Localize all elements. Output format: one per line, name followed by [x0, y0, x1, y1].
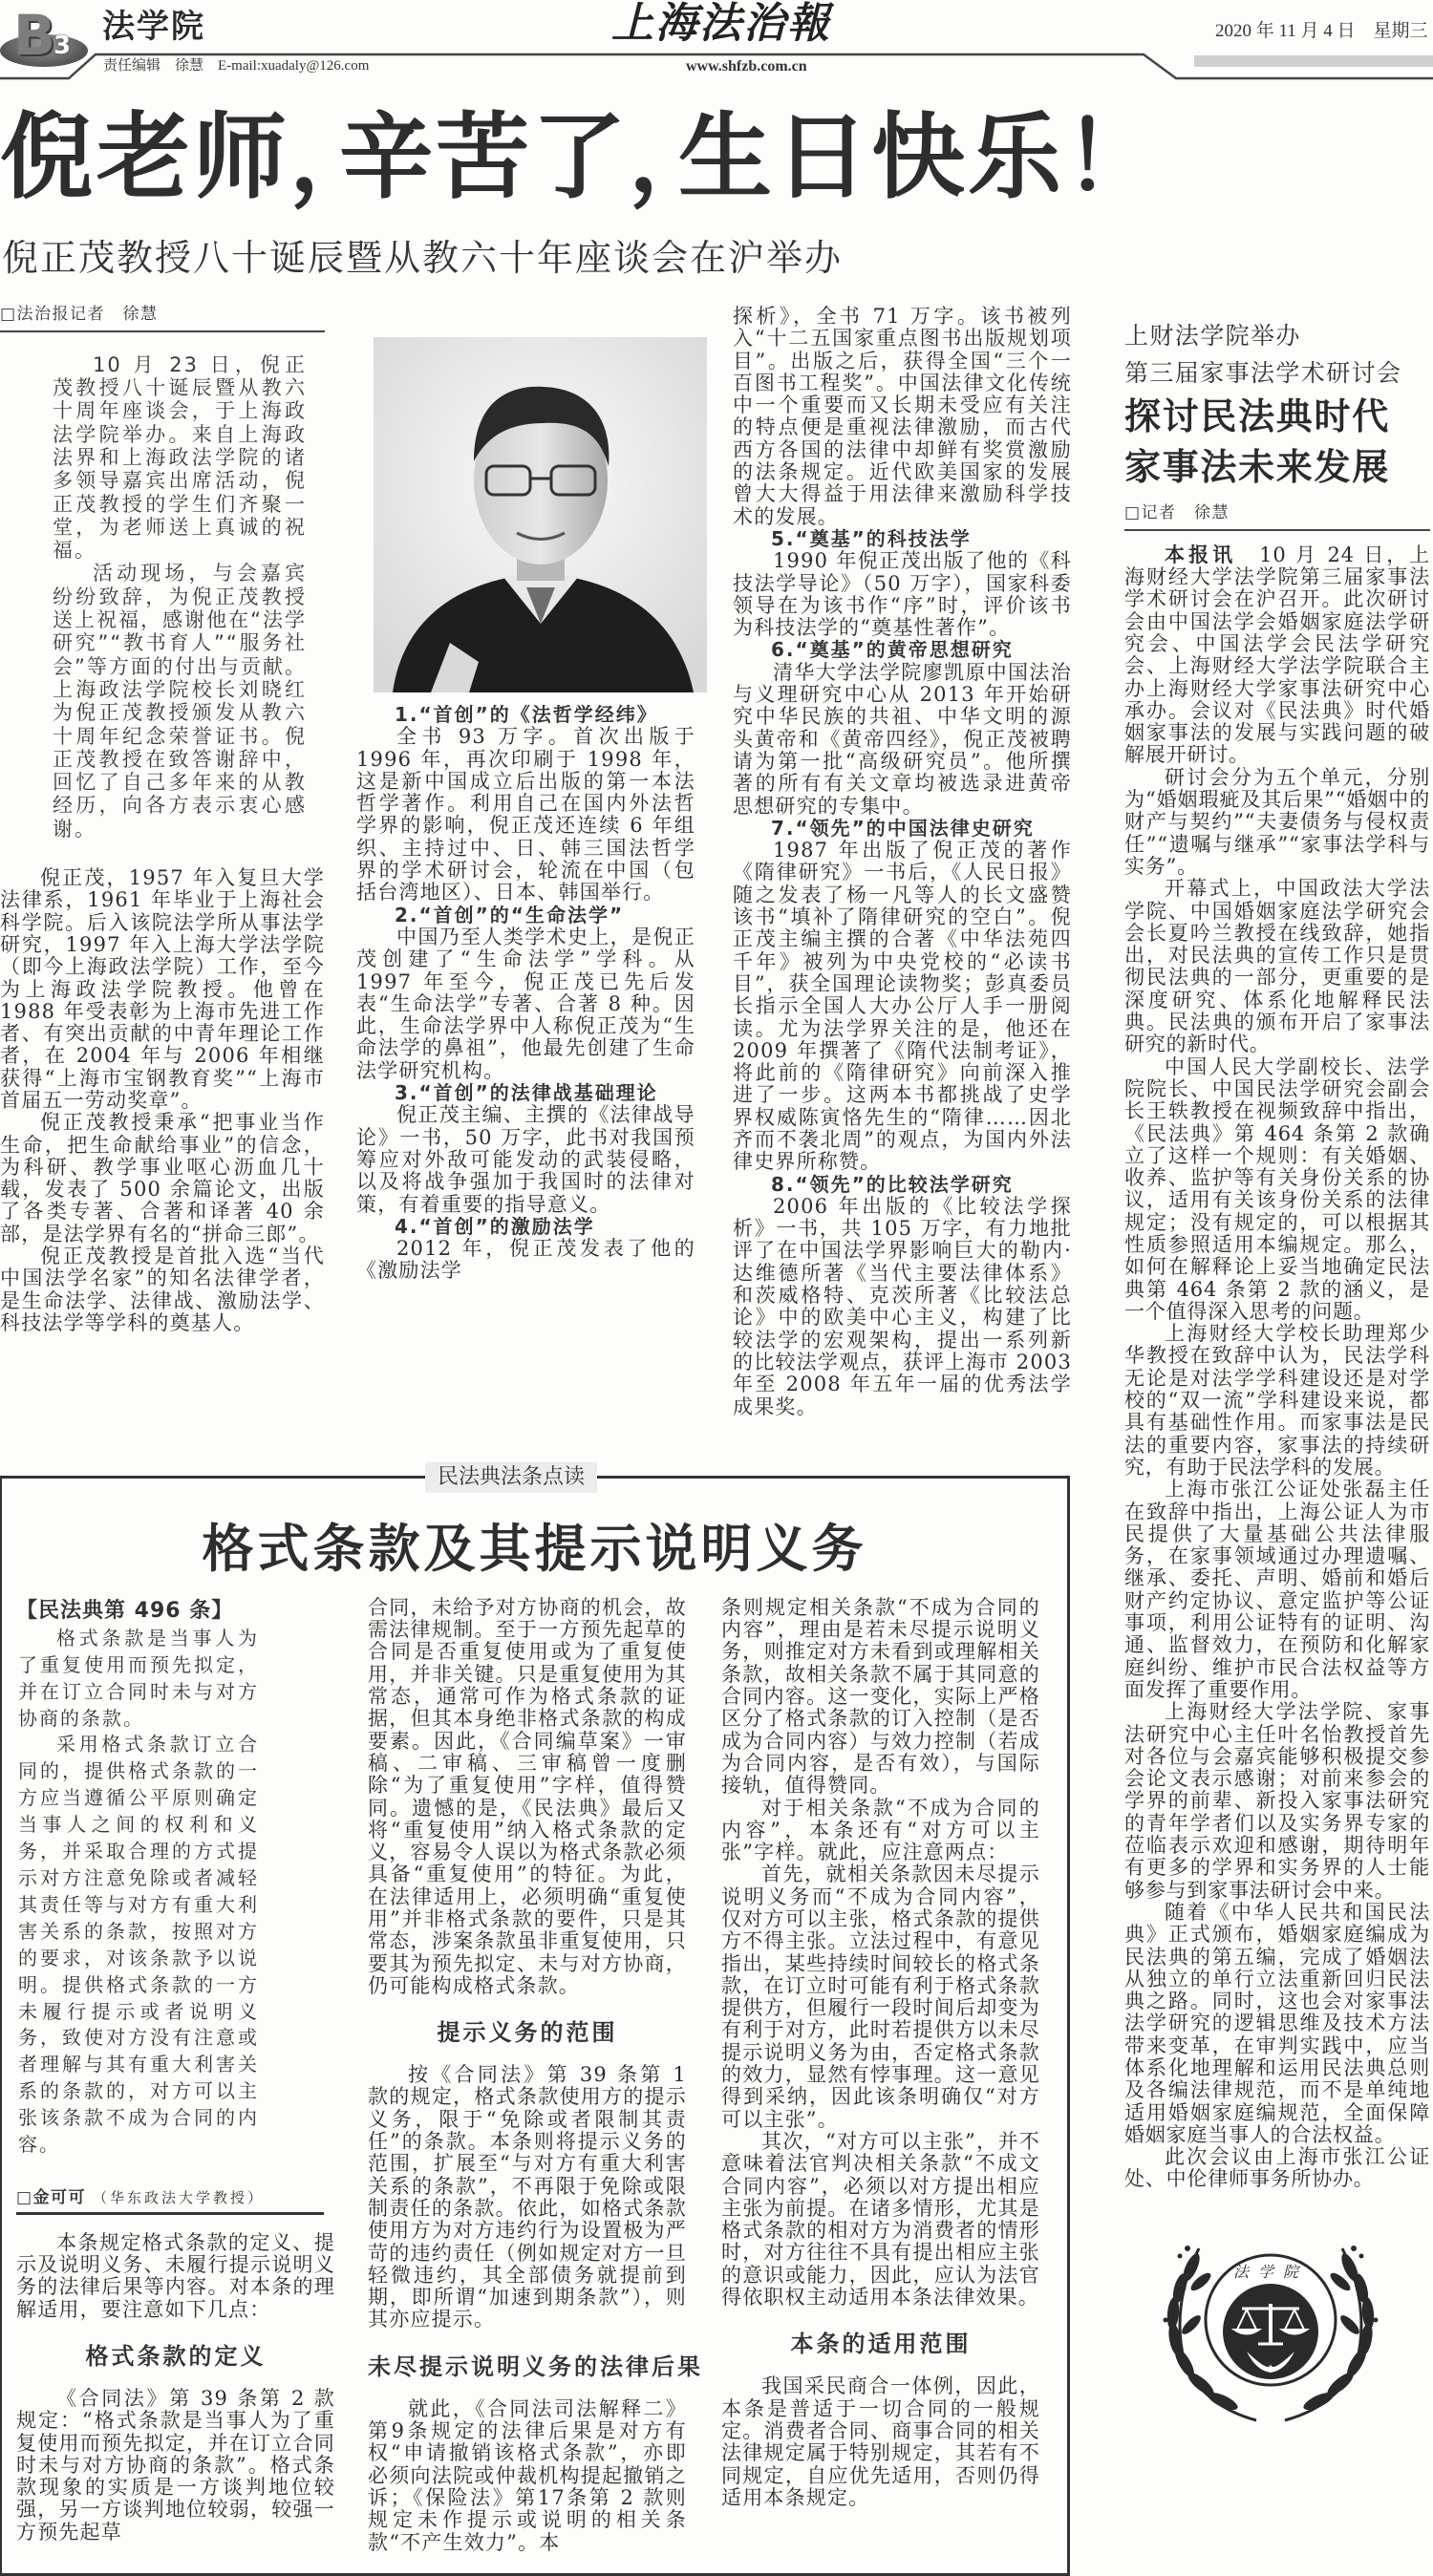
article-label: 【民法典第 496 条】 — [16, 1598, 234, 1623]
section-heading: 2.“首创”的“生命法学” — [395, 903, 625, 926]
page-body — [0, 304, 1433, 2576]
body-paragraph: 合同，未给予对方协商的机会，故需法律规制。至于一方预先起草的合同是否重复使用或为了重复使用，并非关键。只是重复使用为其常态，通常可作为格式条款的证据，但其本身绝非格式条款的构成要素。因此，《合同编草案》一审稿、二审稿、三审稿曾一度删除“为了重复使用”字样，值得赞同。遗憾的是，《民法典》最后又将“重复使用”纳入格式条款的定义，容易令人误以为格式条款必须具备“重复使用”的特征。为此，在法律适用上，必须明确“重复使用”并非格式条款的要件，只是其常态，涉案条款虽非重复使用，只要其为预先拟定、未与对方协商，仍可能构成格式条款。 — [368, 1595, 687, 1997]
body-paragraph: 其次，“对方可以主张”，并不意味着法官判决相关条款“不成文合同内容”，必须以对方提出相应主张为前提。在诸多情形，尤其是格式条款的相对方为消费者的情形时，对方往往不具有提出相应主张的意识或能力，因此，应认为法官得依职权主动适用本条法律效果。 — [721, 2129, 1040, 2310]
body-paragraph: 上海财经大学校长助理郑少华教授在致辞中认为，民法学科无论是对法学学科建设还是对学校的“双一流”学科建设来说，都具有基础性作用。而家事法是民法的重要内容，家事法的持续研究，有助于民法学科的发展。 — [1124, 1322, 1430, 1479]
column-title: 格式条款及其提示说明义务 — [202, 1518, 867, 1579]
intro-paragraph: 活动现场，与会嘉宾纷纷致辞，为倪正茂教授送上祝福，感谢他在“法学研究”“教书育人”“服务社会”等方面的付出与贡献。上海政法学院校长刘晓红为倪正茂教授颁发从教六十周年纪念荣誉证书。倪正茂教授在致答谢辞中，回忆了自己多年来的从教经历，向各方表示衷心感谢。 — [53, 562, 307, 841]
section-heading: 3.“首创”的法律战基础理论 — [395, 1081, 658, 1105]
sidebar-title-1: 探讨民法典时代 — [1124, 395, 1390, 437]
subheading-legal-consequence: 未尽提示说明义务的法律后果 — [368, 2352, 703, 2380]
body-paragraph: 倪正茂，1957 年入复旦大学法律系，1961 年毕业于上海社会科学院。后入该院法学所从事法学研究，1997 年入上海大学法学院（即今上海政法学院）工作，至今为上海政法学院教授。他曾在 1988 年受表彰为上海市先进工作者、有突出贡献的中青年理论工作者，在 2004 年与 2006 年相继获得“上海市宝钢教育奖”“上海市首届五一劳动奖章”。 — [0, 866, 325, 1112]
website-link[interactable]: www.shfzb.com.cn — [686, 58, 807, 75]
section-text: 倪正茂主编、主撰的《法律战导论》一书，50 万字，此书对我国预筹应对外敌可能发动的武装侵略，以及将战争强加于我国时的法律对策，有着重要的指导意义。 — [356, 1103, 695, 1216]
article-paragraph: 格式条款是当事人为了重复使用而预先拟定，并在订立合同时未与对方协商的条款。 — [18, 1626, 259, 1730]
section-heading: 8.“领先”的比较法学研究 — [771, 1172, 1014, 1196]
body-paragraph: 上海市张江公证处张磊主任在致辞中指出，上海公证人为市民提供了大量基础公共法律服务，在家事领域通过办理遗嘱、继承、委托、声明、婚前和婚后财产约定协议、意定监护等公证事项，利用公证特有的证明、沟通、监督效力，在预防和化解家庭纠纷、维护市民合法权益等方面发挥了重要作用。 — [1124, 1478, 1430, 1701]
body-paragraph: 中国人民大学副校长、法学院院长、中国民法学研究会副会长王轶教授在视频致辞中指出，《民法典》第 464 条第 2 款确立了这样一个规则：有关婚姻、收养、监护等有关身份关系的协议，适用有关该身份关系的法律规定；没有规定的，可以根据其性质参照适用本编规定。那么，如何在解释论上妥当地确定民法典第 464 条第 2 款的涵义，是一个值得深入思考的问题。 — [1124, 1054, 1430, 1323]
paragraph-text: 10 月 24 日，上海财经大学法学院第三届家事法学术研讨会在沪召开。此次研讨会由中国法学会婚姻家庭法学研究会、中国法学会民法学研究会、上海财经大学法学院联合主办上海财经大学家事法研究中心承办。会议对《民法典》时代婚姻家事法的发展与实践问题的破解展开研讨。 — [1124, 543, 1430, 767]
section-text: 2006 年出版的《比较法学探析》一书，共 105 万字，有力地批评了在中国法学界影响巨大的勒内·达维德所著《当代主要法律体系》和茨威格特、克茨所著《比较法总论》中的欧美中心主义，构建了比较法学的宏观架构，提出一系列新的比较法学观点，获评上海市 2003 年至 2008 年五年一届的优秀法学成果奖。 — [733, 1194, 1072, 1418]
scope-of-application-text — [721, 2375, 1040, 2509]
subheading-notice-scope: 提示义务的范围 — [437, 2019, 618, 2047]
main-subtitle: 倪正茂教授八十诞辰暨从教六十年座谈会在沪举办 — [2, 237, 844, 279]
body-paragraph: 上海财经大学法学院、家事法研究中心主任叶名怡教授首先对各位与会嘉宾能够积极提交参会论文表示感谢；对前来参会的学界的前辈、新投入家事法研究的青年学者们以及实务界专家的莅临表示欢迎和感谢，期待明年有更多的学界和实务界的人士能够参与到家事法研讨会中来。 — [1124, 1700, 1430, 1902]
box-column-3 — [721, 1597, 1040, 2509]
column-intro — [16, 2232, 335, 2321]
section-heading: 4.“首创”的激励法学 — [395, 1214, 595, 1238]
section-name: 法学院 — [102, 8, 205, 46]
article-paragraph: 采用格式条款订立合同的，提供格式条款的一方应当遵循公平原则确定当事人之间的权利和义务，并采取合理的方式提示对方注意免除或者减轻其责任等与对方有重大利害关系的条款，按照对方的要求，对该条款予以说明。提供格式条款的一方未履行提示或者说明义务，致使对方没有注意或者理解与其有重大利害关系的条款的，对方可以主张该条款不成为合同的内容。 — [18, 1733, 259, 2157]
column-author-block — [16, 2187, 335, 2215]
sidebar-body — [1124, 544, 1430, 2191]
box-column-1 — [16, 1597, 335, 2544]
lead-article-columns — [0, 304, 1075, 1418]
section-text: 1987 年出版了倪正茂的著作《隋律研究》一书后，《人民日报》随之发表了杨一凡等人的长文盛赞该书“填补了隋律研究的空白”。倪正茂主编主撰的合著《中华法苑四千年》被列为中央党校的“必读书目”，获全国理论读物奖；彭真委员长指示全国人大办公厅人手一册阅读。尤为法学界关注的是，他还在 2009 年撰著了《隋代法制考证》，将此前的《隋律研究》向前深入推进了一步。这两本书都挑战了史学界权威陈寅恪先生的“隋律……因北齐而不袭北周”的观点，为国内外法律史界所称赞。 — [733, 839, 1072, 1174]
lead-column-2 — [356, 304, 695, 1283]
definition-text-1 — [16, 2388, 335, 2544]
byline-rule — [0, 330, 325, 332]
lead-body-column-3 — [733, 306, 1072, 1418]
main-headline: 倪老师，辛苦了，生日快乐！ — [0, 103, 1115, 212]
article-text — [18, 1626, 259, 2159]
issue-date: 2020 年 11 月 4 日 星期三 — [1215, 21, 1428, 41]
left-part — [0, 304, 1075, 2576]
portrait-photo — [374, 337, 707, 692]
section-heading: 7.“领先”的中国法律史研究 — [771, 816, 1035, 840]
body-paragraph — [1124, 544, 1430, 767]
badge-letter: B — [13, 3, 56, 68]
definition-text-2 — [368, 1597, 687, 1997]
subheading-definition: 格式条款的定义 — [85, 2342, 267, 2370]
section-heading: 6.“奠基”的黄帝思想研究 — [771, 638, 1014, 662]
body-paragraph: 随着《中华人民共和国民法典》正式颁布，婚姻家庭编成为民法典的第五编，完成了婚姻法从独立的单行立法重新回归民法典之路。同时，这也会对家事法法学研究的逻辑思维及技术方法带来变革，在审判实践中，应当体系化地理解和运用民法典总则及各编法律规范，而不是单纯地适用婚姻家庭编规范，全面保障婚姻家庭当事人的合法权益。 — [1124, 1900, 1430, 2146]
body-paragraph: 《合同法》第 39 条第 2 款规定：“格式条款是当事人为了重复使用而预先拟定，并在订立合同时未与对方协商的条款”。格式条款现象的实质是一方谈判地位较强，另一方谈判地位较弱，较强一方预先起草 — [16, 2386, 335, 2544]
sidebar-kicker-1: 上财法学院举办 — [1124, 322, 1301, 350]
body-paragraph: 首先，就相关条款因未尽提示说明义务而“不成为合同内容”，仅对方可以主张，格式条款的提供方不得主张。立法过程中，有意见指出，某些持续时间较长的格式条款，在订立时可能有利于格式条款提供方，但履行一段时间后却变为有利于对方，此时若提供方以未尽提示说明义务为由，否定格式条款的效力，显然有悖事理。这一意见得到采纳，因此该条明确仅“对方可以主张”。 — [721, 1863, 1040, 2131]
sidebar-title-2: 家事法未来发展 — [1124, 446, 1390, 488]
lead-in: 本报讯 — [1165, 543, 1237, 566]
civil-code-column-box — [0, 1464, 1070, 2576]
column-body — [2, 1597, 1067, 2554]
legal-consequence-text-1 — [368, 2398, 687, 2554]
intro-paragraph: 10 月 23 日，倪正茂教授八十诞辰暨从教六十周年座谈会，于上海政法学院举办。来自上海政法界和上海政法学院的诸多领导嘉宾出席活动，倪正茂教授的学生们齐聚一堂，为老师送上真诚的祝福。 — [53, 352, 307, 563]
emblem-text: 法学院 — [1232, 2262, 1309, 2281]
newspaper-masthead: 上海法治報 — [611, 0, 831, 48]
section-heading: 5.“奠基”的科技法学 — [771, 526, 972, 550]
body-paragraph: 倪正茂教授是首批入选“当代中国法学名家”的知名法律学者，是生命法学、法律战、激励法学、科技法学等学科的奠基人。 — [0, 1245, 325, 1334]
section-text-continued: 探析》，全书 71 万字。该书被列入“十二五国家重点图书出版规划项目”。出版之后，获得全国“三个一百图书工程奖”。中国法律文化传统中一个重要而又长期未受应有关注的特点便是重视法律激励，而古代西方各国的法律中却鲜有奖赏激励的法条规定。近代欧美国家的发展曾大大得益于用法律来激励科学技术的发展。 — [733, 305, 1072, 528]
body-paragraph: 此次会议由上海市张江公证处、中伦律师事务所协办。 — [1124, 2145, 1430, 2191]
lead-body-column-2 — [356, 704, 695, 1283]
sidebar-article — [1124, 317, 1430, 2425]
section-heading: 1.“首创”的《法哲学经纬》 — [395, 703, 658, 726]
intro-paragraph: 本条规定格式条款的定义、提示及说明义务、未履行提示说明义务的法律后果等内容。对本条的理解适用，要注意如下几点： — [16, 2230, 335, 2321]
author-name: □金可可 — [16, 2187, 87, 2207]
editor-credit: 责任编辑 徐慧 E-mail:xuadaly@126.com — [103, 58, 370, 74]
body-paragraph: 开幕式上，中国政法大学法学院、中国婚姻家庭法学研究会会长夏吟兰教授在线致辞，她指出，对民法典的宣传工作只是贯彻民法典的一部分，更重要的是深度研究、体系化地解释民法典。民法典的颁布开启了家事法研究的新时代。 — [1124, 877, 1430, 1056]
body-paragraph: 倪正茂教授秉承“把事业当作生命，把生命献给事业”的信念，为科研、教学事业呕心沥血几十载，发表了 500 余篇论文，出版了各类专著、合著和译著 40 余部，是法学界有名的“拼命三郎”。 — [0, 1111, 325, 1245]
body-paragraph: 我国采民商合一体例，因此，本条是普适于一切合同的一般规定。消费者合同、商事合同的相关法律规定属于特别规定，其若有不同规定，自应优先适用，否则仍得适用本条规定。 — [721, 2374, 1040, 2509]
section-text: 2012 年，倪正茂发表了他的《激励法学 — [356, 1237, 695, 1283]
header-gray-band — [1194, 55, 1433, 67]
section-text: 全书 93 万字。首次出版于 1996 年，再次印刷于 1998 年，这是新中国成立后出版的第一本法哲学著作。利用自己在国内外法哲学界的影响，倪正茂还连续 6 年组织、主持过中、日、韩三国法哲学界的学术研讨会，轮流在中国（包括台湾地区）、日本、韩国举行。 — [356, 725, 695, 905]
notice-scope-text — [368, 2064, 687, 2331]
legal-consequence-text-2 — [721, 1597, 1040, 2310]
page-section-badge — [0, 3, 92, 69]
sidebar-kicker-2: 第三届家事法学术研讨会 — [1124, 359, 1402, 387]
law-school-emblem — [1142, 2229, 1400, 2425]
section-text: 中国乃至人类学术史上，是倪正茂创建了“生命法学”学科。从 1997 年至今，倪正茂已先后发表“生命法学”专著、合著 8 种。因此，生命法学界中人称倪正茂为“生命法学的鼻祖”，他最先创建了生命法学研究机构。 — [356, 925, 695, 1082]
body-paragraph: 对于相关条款“不成为合同的内容”，本条还有“对方可以主张”字样。就此，应注意两点： — [721, 1796, 1040, 1864]
lead-column-1 — [0, 304, 325, 1334]
column-label: 民法典法条点读 — [425, 1462, 597, 1493]
body-paragraph: 条则规定相关条款“不成为合同的内容”，理由是若未尽提示说明义务，则推定对方未看到或理解相关条款，故相关条款不属于其同意的合同内容。这一变化，实际上严格区分了格式条款的订入控制（是否成为合同内容）与效力控制（若成为合同内容，是否有效），与国际接轨，值得赞同。 — [721, 1595, 1040, 1798]
body-paragraph: 就此，《合同法司法解释二》第9条规定的法律后果是对方有权“申请撤销该格式条款”，亦即必须向法院或仲裁机构提起撤销之诉；《保险法》第17条第 2 款则规定未作提示或说明的相关条款“不产生效力”。本 — [368, 2396, 687, 2554]
box-column-2 — [368, 1595, 703, 2554]
subheading-scope-of-application: 本条的适用范围 — [790, 2331, 972, 2358]
badge-number: 3 — [53, 32, 72, 60]
body-paragraph: 按《合同法》第 39 条第 1 款的规定，格式条款使用方的提示义务，限于“免除或者限制其责任”的条款。本条则将提示义务的范围，扩展至“与对方有重大利害关系的条款”，不再限于免除或限制责任的条款。依此，如格式条款使用方为对方违约行为设置极为严苛的违约责任（例如规定对方一旦轻微违约，其全部债务就提前到期，即所谓“加速到期条款”），则其亦应提示。 — [368, 2063, 687, 2331]
lead-byline: □法治报记者 徐慧 — [0, 305, 159, 324]
column-author — [16, 2187, 335, 2210]
sidebar-byline: □记者 徐慧 — [1124, 503, 1230, 522]
body-paragraph: 研讨会分为五个单元，分别为“婚姻瑕疵及其后果”“婚姻中的财产与契约”“夫妻债务与侵权责任”“遗嘱与继承”“家事法学科与实务”。 — [1124, 765, 1430, 878]
author-affiliation: （华东政法大学教授） — [92, 2188, 265, 2206]
author-rule — [16, 2212, 324, 2215]
section-text: 1990 年倪正茂出版了他的《科技法学导论》（50 万字），国家科委领导在为该书作“序”时，评价该书为科技法学的“奠基性著作”。 — [733, 549, 1072, 640]
lead-intro — [53, 353, 307, 841]
sidebar-byline-rule — [1124, 529, 1430, 531]
section-text: 清华大学法学院廖凯原中国法治与义理研究中心从 2013 年开始研究中华民族的共祖、中华文明的源头黄帝和《黄帝四经》，倪正茂被聘请为第一批“高级研究员”。他所撰著的所有有关文章均被选录进黄帝思想研究的专集中。 — [733, 660, 1072, 818]
lead-body-column-1 — [0, 867, 325, 1334]
portrait-image — [374, 337, 707, 692]
